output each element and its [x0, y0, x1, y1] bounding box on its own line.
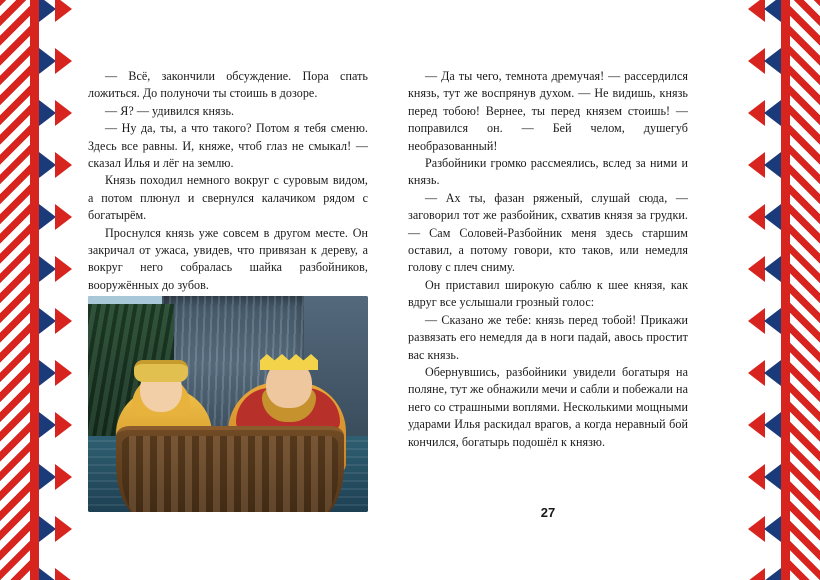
chevron-column-right — [748, 0, 782, 580]
text-column-right — [408, 68, 688, 451]
red-divider-right — [781, 0, 790, 580]
paragraph: — Ах ты, фазан ряженый, слушай сюда, — заговорил тот же разбойник, схватив князя за грудки. — Сам Соловей-Разбойник меня здесь старшим оставил, а потому говори, кто таков, или немедля голову с плеч сниму. — [408, 190, 688, 275]
zigzag-pattern-left-outer — [0, 0, 30, 580]
paragraph: Проснулся князь уже совсем в другом месте. Он закричал от ужаса, увидев, что привязан к дереву, а вокруг него собралась шайка разбойников, вооружённых до зубов. — [88, 225, 368, 292]
chevron-column-left — [39, 0, 72, 580]
left-ornamental-border — [0, 0, 72, 580]
paragraph: — Да ты чего, темнота дремучая! — рассердился князь, тут же воспрянув духом. — Не видишь, князь перед тобою! Вернее, ты перед князем стоишь! — поправился он. — Бей челом, душегуб необразованный! — [408, 69, 688, 153]
zigzag-pattern-right-outer — [790, 0, 820, 580]
right-ornamental-border — [748, 0, 820, 580]
paragraph: — Я? — удивился князь. — [105, 103, 235, 118]
story-illustration — [88, 296, 368, 512]
paragraph: — Сказано же тебе: князь перед тобой! Прикажи развязать его немедля да в ноги падай, авось простит вас князь. — [408, 312, 688, 362]
paragraph: Он приставил широкую саблю к шее князя, как вдруг все услышали грозный голос: — [408, 277, 688, 310]
page-number: 27 — [540, 505, 556, 520]
paragraph: — Ну да, ты, а что такого? Потом я тебя сменю. Здесь все равны. И, княже, чтоб глаз не смыкал! — сказал Илья и лёг на землю. — [88, 121, 368, 171]
page-content — [88, 0, 732, 580]
paragraph: Князь походил немного вокруг с суровым видом, а потом плюнул и свернулся калачиком рядом с богатырём. — [88, 173, 368, 223]
paragraph: — Всё, закончили обсуждение. Пора спать ложиться. До полуночи ты стоишь в дозоре. — [88, 69, 368, 101]
paragraph: Разбойники громко рассмеялись, вслед за ними и князь. — [408, 156, 688, 188]
paragraph: Обернувшись, разбойники увидели богатыря на поляне, тут же обнажили мечи и сабли и побежали на него со страшными воплями. Несколькими мощными ударами Илья раскидал врагов, а когда неравный бой кончился, богатырь подошёл к князю. — [408, 364, 688, 449]
red-divider-left — [30, 0, 39, 580]
illustration-boat — [116, 426, 344, 512]
